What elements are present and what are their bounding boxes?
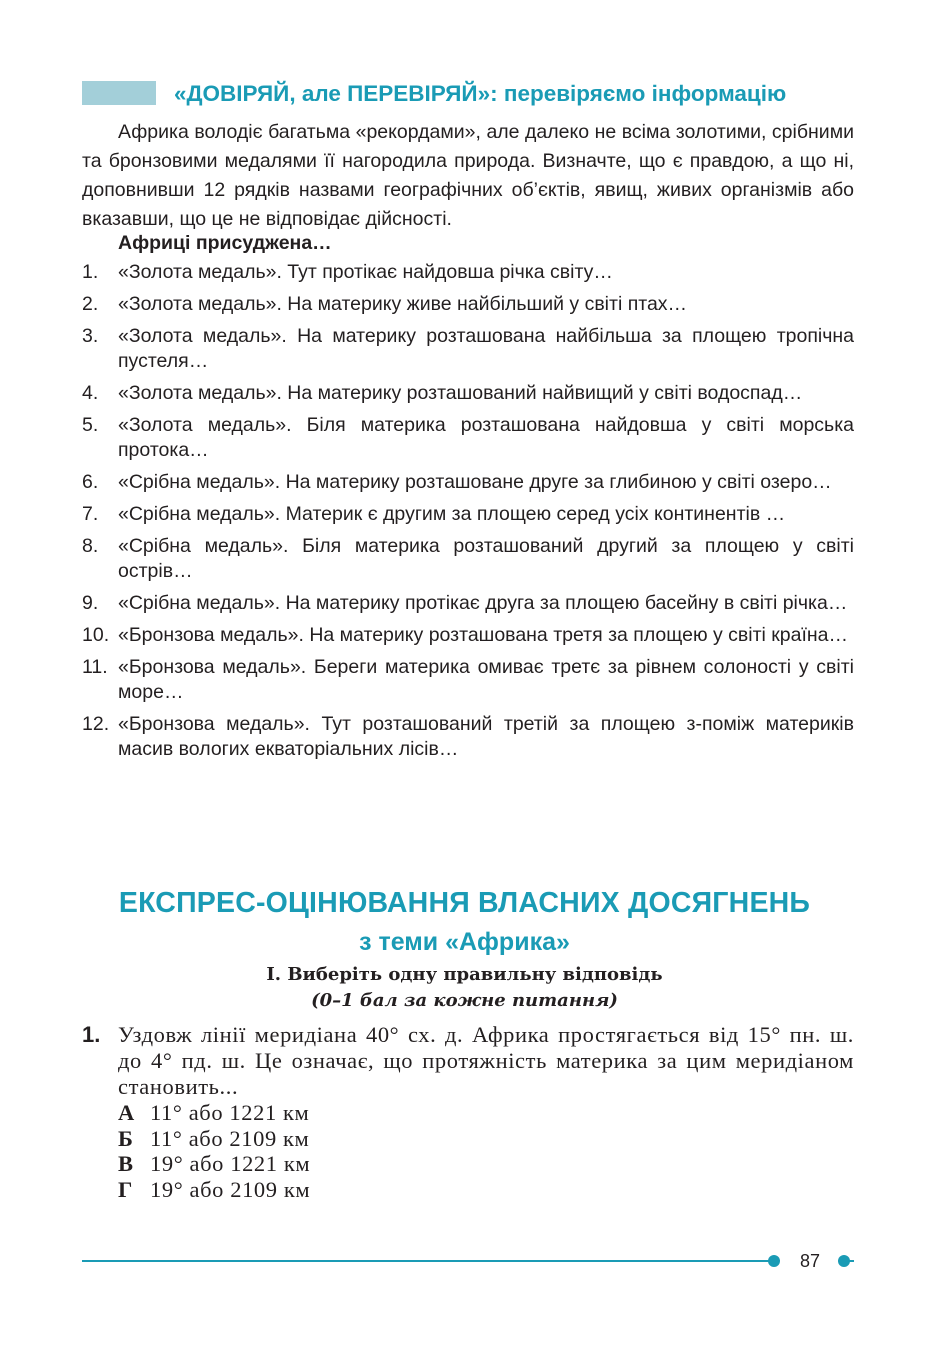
option-text: 19° або 1221 км: [150, 1151, 311, 1176]
page-number-badge: [768, 1248, 858, 1274]
evaluation-subtitle: з теми «Африка»: [359, 928, 570, 956]
part-heading: [0, 962, 929, 1014]
item-text: «Срібна медаль». На материку розташоване друге за глибиною у світі озеро…: [118, 471, 832, 493]
item-text: «Золота медаль». На материку розташований найвищий у світі водоспад…: [118, 382, 803, 404]
header-color-bar: [82, 81, 156, 105]
part-title: I. Виберіть одну правильну відповідь: [266, 964, 663, 985]
list-heading: Африці присуджена…: [118, 232, 332, 254]
answer-option[interactable]: [118, 1126, 854, 1152]
section-title: «ДОВІРЯЙ, але ПЕРЕВІРЯЙ»: перевіряємо інформацію: [174, 81, 787, 106]
option-text: 11° або 2109 км: [150, 1125, 310, 1151]
list-item: [82, 470, 854, 495]
option-letter: Г: [118, 1176, 133, 1202]
item-number: 10.: [82, 624, 110, 646]
item-text: «Бронзова медаль». Тут розташований третій за площею з-поміж материків масив вологих екваторіальних лісів…: [118, 713, 854, 760]
item-text: «Золота медаль». На материку живе найбільший у світі птах…: [118, 293, 688, 315]
item-number: 4.: [82, 382, 99, 404]
item-text: «Золота медаль». Тут протікає найдовша річка світу…: [118, 261, 613, 283]
answer-option[interactable]: [118, 1177, 854, 1203]
item-number: 5.: [82, 414, 99, 436]
awards-list: [82, 260, 854, 769]
item-number: 12.: [82, 713, 110, 735]
item-number: 11.: [82, 656, 108, 678]
list-item: [82, 260, 854, 285]
list-item: [82, 413, 854, 463]
option-text: 19° або 2109 км: [150, 1176, 311, 1202]
answer-option[interactable]: [118, 1151, 854, 1177]
item-text: «Срібна медаль». Материк є другим за площею серед усіх континентів …: [118, 503, 786, 525]
intro-paragraph: [82, 118, 854, 234]
question-1: [82, 1022, 854, 1202]
list-item: [82, 623, 854, 648]
item-number: 2.: [82, 293, 99, 315]
item-text: «Бронзова медаль». На материку розташована третя за площею у світі країна…: [118, 624, 849, 646]
answer-option[interactable]: [118, 1100, 854, 1126]
item-number: 8.: [82, 535, 99, 557]
intro-text: Африка володіє багатьма «рекордами», але далеко не всіма золотими, срібними та бронзовими медалями її нагородила природа. Визначте, що є правдою, а що ні, доповнивши 12 рядків назвами географічних об’єктів, явищ, живих організмів або вказавши, що це не відповідає дійсності.: [82, 121, 854, 230]
option-letter: В: [118, 1151, 134, 1176]
list-item: [82, 534, 854, 584]
list-item: [82, 292, 854, 317]
item-text: «Золота медаль». Біля материка розташована найдовша у світі морська протока…: [118, 414, 854, 461]
item-number: 7.: [82, 503, 99, 525]
answer-options: [118, 1100, 854, 1202]
part-points: (0–1 бал за кожне питання): [311, 990, 618, 1011]
list-item: [82, 381, 854, 406]
item-number: 1.: [82, 261, 99, 283]
list-item: [82, 591, 854, 616]
question-text: Уздовж лінії меридіана 40° сх. д. Африка простягається від 15° пн. ш. до 4° пд. ш. Це означає, що протяжність материка за цим меридіаном становить...: [118, 1022, 854, 1099]
option-letter: Б: [118, 1125, 134, 1151]
left-dot-icon: [768, 1255, 780, 1267]
list-item: [82, 502, 854, 527]
list-item: [82, 712, 854, 762]
footer-tail: [848, 1260, 854, 1262]
item-text: «Срібна медаль». Біля материка розташований другий за площею у світі острів…: [118, 535, 854, 582]
item-number: 3.: [82, 325, 99, 347]
item-text: «Срібна медаль». На материку протікає друга за площею басейну в світі річка…: [118, 592, 848, 614]
item-number: 9.: [82, 592, 99, 614]
option-text: 11° або 1221 км: [150, 1100, 310, 1125]
list-item: [82, 655, 854, 705]
list-item: [82, 324, 854, 374]
evaluation-title: ЕКСПРЕС-ОЦІНЮВАННЯ ВЛАСНИХ ДОСЯГНЕНЬ: [118, 887, 811, 919]
item-text: «Бронзова медаль». Береги материка омиває третє за рівнем солоності у світі море…: [118, 656, 854, 703]
option-letter: А: [118, 1100, 135, 1125]
page-number: 87: [799, 1251, 821, 1271]
item-number: 6.: [82, 471, 99, 493]
footer-divider: [82, 1260, 772, 1262]
section-header: [82, 78, 862, 110]
item-text: «Золота медаль». На материку розташована найбільша за площею тропічна пустеля…: [118, 325, 854, 372]
question-number: 1.: [82, 1022, 101, 1047]
